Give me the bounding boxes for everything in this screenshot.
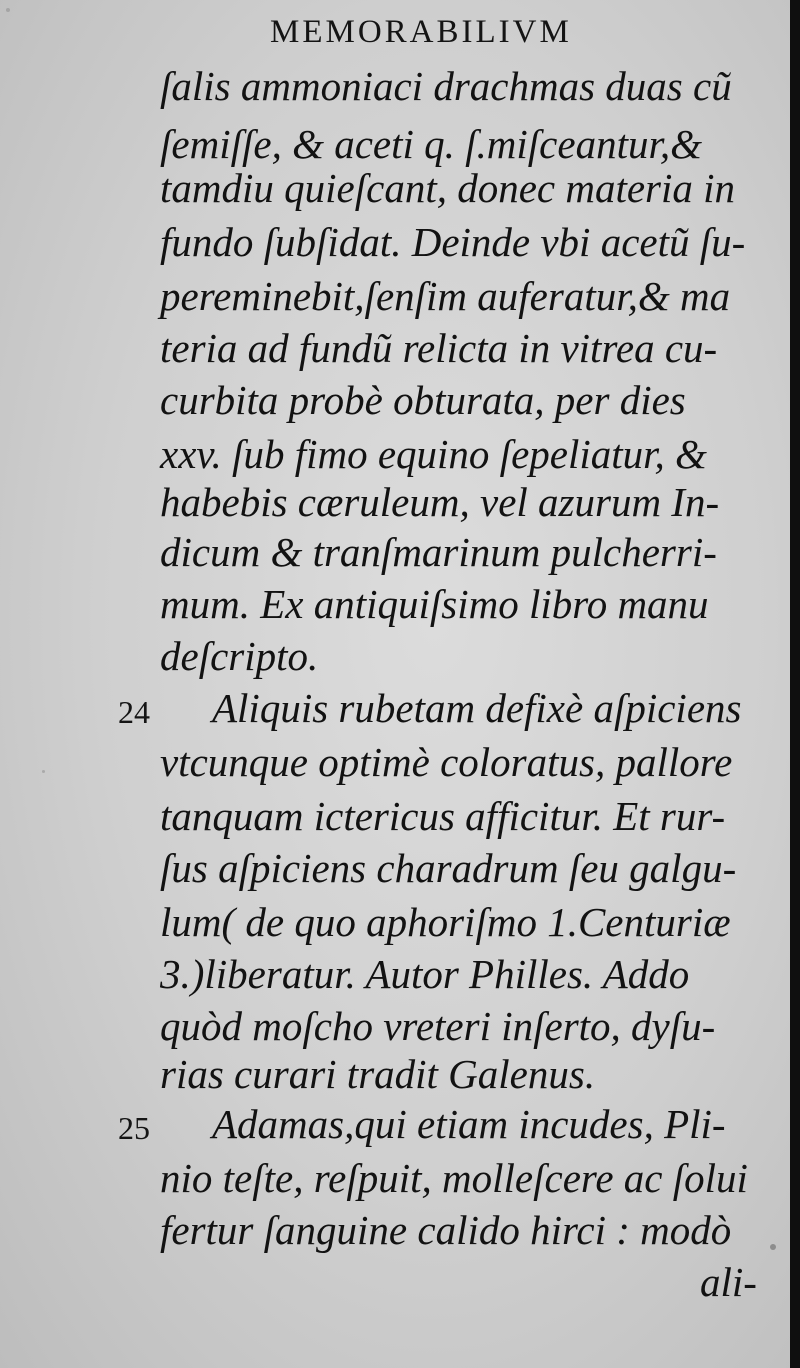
text-line: quòd moſcho vreteri inſerto, dyſu- xyxy=(160,1003,716,1049)
text-line: Aliquis rubetam defixè aſpiciens xyxy=(212,685,742,731)
section-number: 25 xyxy=(118,1110,150,1146)
text-line: Adamas,qui etiam incudes, Pli- xyxy=(212,1101,726,1147)
text-line: ali- xyxy=(700,1259,757,1305)
text-line: nio teſte, reſpuit, molleſcere ac ſolui xyxy=(160,1155,748,1201)
text-line: lum( de quo aphoriſmo 1.Centuriæ xyxy=(160,899,731,945)
scan-edge xyxy=(790,0,800,1368)
text-line: ſalis ammoniaci drachmas duas cũ xyxy=(160,63,732,109)
paper-speck xyxy=(42,770,45,773)
section-number: 24 xyxy=(118,694,150,730)
text-line: tanquam ictericus afficitur. Et rur- xyxy=(160,793,726,839)
text-line: mum. Ex antiquiſsimo libro manu xyxy=(160,581,709,627)
text-line: deſcripto. xyxy=(160,633,319,679)
text-line: xxv. ſub fimo equino ſepeliatur, & xyxy=(160,431,707,477)
paper-speck xyxy=(6,8,10,12)
text-line: ſus aſpiciens charadrum ſeu galgu- xyxy=(160,845,737,891)
text-line: fertur ſanguine calido hirci : modò xyxy=(160,1207,732,1253)
text-line: fundo ſubſidat. Deinde vbi acetũ ſu- xyxy=(160,219,746,265)
text-line: 3.)liberatur. Autor Philles. Addo xyxy=(160,951,690,997)
text-line: teria ad fundũ relicta in vitrea cu- xyxy=(160,325,718,371)
running-head: MEMORABILIVM xyxy=(270,14,572,50)
text-line: habebis cæruleum, vel azurum In- xyxy=(160,479,720,525)
text-line: ſemiſſe, & aceti q. ſ.miſceantur,& xyxy=(160,121,703,167)
paper-speck xyxy=(770,1244,776,1250)
text-line: pereminebit,ſenſim auferatur,& ma xyxy=(160,273,731,319)
text-line: tamdiu quieſcant, donec materia in xyxy=(160,165,736,211)
text-line: curbita probè obturata, per dies xyxy=(160,377,686,423)
text-line: dicum & tranſmarinum pulcherri- xyxy=(160,529,717,575)
text-line: vtcunque optimè coloratus, pallore xyxy=(160,739,733,785)
text-line: rias curari tradit Galenus. xyxy=(160,1051,596,1097)
